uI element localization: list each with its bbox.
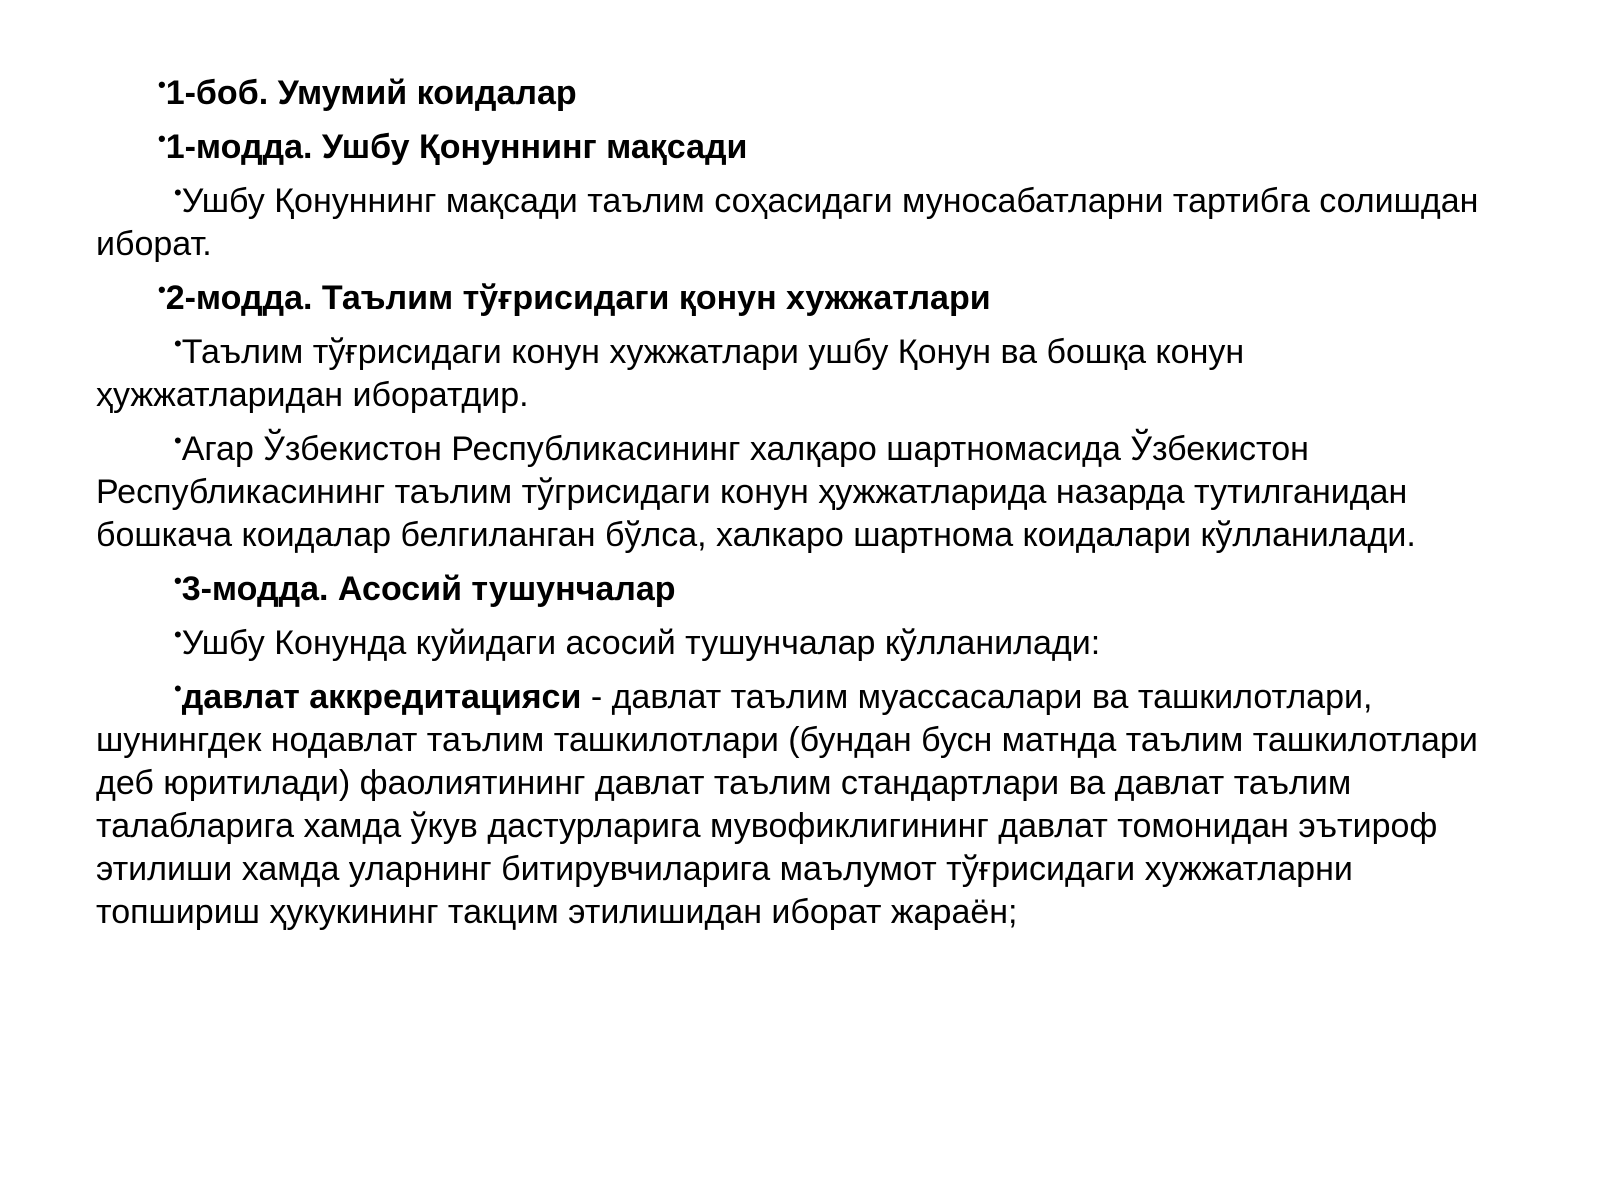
bullet: • [158, 71, 166, 97]
article-1-body-text: Ушбу Қонуннинг мақсади таълим соҳасидаги муносабатларни тартибга солишдан иборат. [96, 182, 1479, 263]
article-3-heading [96, 568, 1496, 611]
article-2-body-1-text: Таълим тўғрисидаги конун хужжатлари ушбу Қонун ва бошқа конун ҳужжатларидан иборатдир. [96, 333, 1245, 414]
bullet: • [174, 675, 182, 701]
bullet: • [158, 125, 166, 151]
slide-content [96, 72, 1496, 945]
definition-term: давлат аккредитацияси [181, 678, 582, 716]
article-1-body [96, 180, 1496, 266]
article-1-heading-text: 1-модда. Ушбу Қонуннинг мақсади [165, 128, 748, 166]
definition-text: - давлат таълим муассасалари ва ташкилотлари, шунингдек нодавлат таълим ташкилотлари (бундан бусн матнда таълим ташкилотлари деб юритилади) фаолиятининг давлат таълим стандартлари ва давлат таълим талабларига хамда ўкув дастурларига мувофиклигининг давлат томонидан эътироф этилиши хамда уларнинг битирувчиларига маълумот тўғрисидаги хужжатларни топшириш ҳукукининг такцим этилишидан иборат жараён; [96, 678, 1478, 931]
article-2-body-2-text: Агар Ўзбекистон Республикасининг халқаро шартномасида Ўзбекистон Республикасининг таълим тўгрисидаги конун ҳужжатларида назарда тутилганидан бошкача коидалар белгиланган бўлса, халкаро шартнома коидалари кўлланилади. [96, 430, 1416, 554]
article-3-intro-text: Ушбу Конунда куйидаги асосий тушунчалар кўлланилади: [181, 624, 1101, 662]
article-2-heading-text: 2-модда. Таълим тўғрисидаги қонун хужжатлари [165, 279, 991, 317]
article-2-body-2 [96, 428, 1496, 557]
chapter-heading [96, 72, 1496, 115]
article-3-intro [96, 622, 1496, 665]
bullet: • [174, 179, 182, 205]
chapter-heading-text: 1-боб. Умумий коидалар [165, 74, 577, 112]
bullet: • [158, 276, 166, 302]
bullet: • [174, 427, 182, 453]
definition-state-accreditation [96, 676, 1496, 934]
article-2-heading [96, 277, 1496, 320]
article-1-heading [96, 126, 1496, 169]
bullet: • [174, 330, 182, 356]
bullet: • [174, 621, 182, 647]
article-2-body-1 [96, 331, 1496, 417]
article-3-heading-text: 3-модда. Асосий тушунчалар [181, 570, 676, 608]
bullet: • [174, 567, 182, 593]
